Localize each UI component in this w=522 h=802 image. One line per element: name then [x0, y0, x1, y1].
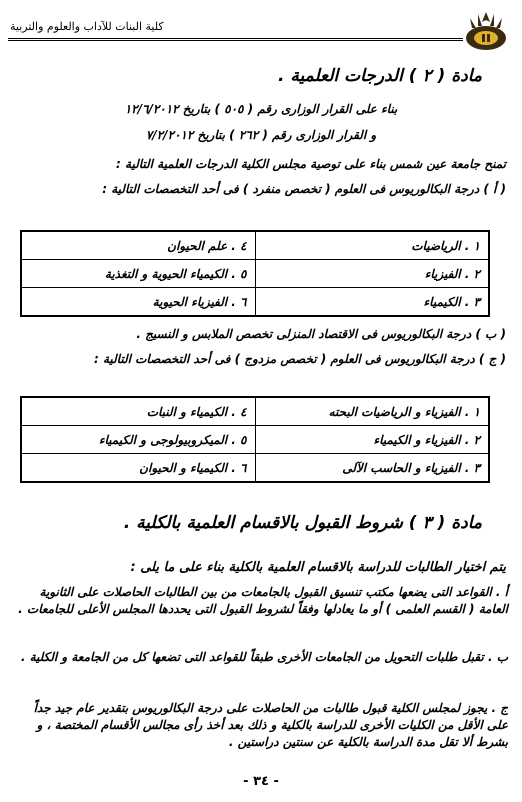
table-cell: ٥ . الكيمياء الحيوية و التغذية: [21, 260, 255, 288]
article-3-title: مادة ( ٣ ) شروط القبول بالاقسام العلمية بالكلية .: [123, 513, 482, 533]
table-cell: ٢ . الفيزياء: [255, 260, 489, 288]
double-major-table: [20, 396, 490, 483]
item-c: ( ج ) درجة البكالوريوس فى العلوم ( تخصص مزدوج ) فى أحد التخصصات التالية :: [93, 352, 506, 366]
paragraph-a: أ . القواعد التى يضعها مكتب تنسيق القبول بالجامعات من بين الطالبات الحاصلات على الثانوية العامة ( القسم العلمى ) أو ما يعادلها وفقاً لشروط القبول التى يحددها المجلس الأعلى للجامعات .: [18, 585, 508, 616]
header-rule: [8, 38, 463, 41]
table-cell: ٦ . الكيمياء و الحيوان: [21, 454, 255, 483]
grant-statement: تمنح جامعة عين شمس بناء على توصية مجلس الكلية الدرجات العلمية التالية :: [116, 157, 506, 171]
table-row: [21, 231, 489, 260]
college-name: كلية البنات للآداب والعلوم والتربية: [10, 20, 164, 33]
decree-line-1: بناء على القرار الوزارى رقم ( ٥٠٥ ) بتاريخ ١٢/٦/٢٠١٢: [124, 102, 398, 116]
table-row: [21, 288, 489, 317]
single-major-table: [20, 230, 490, 317]
table-cell: ٦ . الفيزياء الحيوية: [21, 288, 255, 317]
paragraph-c: ج . يجوز لمجلس الكلية قبول طالبات من الحاصلات على درجة البكالوريوس بتقدير عام جيد جداً على الأقل من الكليات الأخرى للدراسة بالكلية و ذلك بعد أخذ رأى مجالس الأقسام المختصة ، و بشرط ألا تقل مدة الدراسة بالكلية عن سنتين دراستين .: [33, 701, 508, 749]
item-b: ( ب ) درجة البكالوريوس فى الاقتصاد المنزلى تخصص الملابس و النسيج .: [136, 327, 506, 341]
table-cell: ٥ . الميكروبيولوجى و الكيمياء: [21, 426, 255, 454]
table-cell: ٣ . الكيمياء: [255, 288, 489, 317]
table-cell: ١ . الفيزياء و الرياضيات البحته: [255, 397, 489, 426]
table-row: [21, 454, 489, 483]
table-row: [21, 426, 489, 454]
table-row: [21, 397, 489, 426]
item-a: ( أ ) درجة البكالوريوس فى العلوم ( تخصص منفرد ) فى أحد التخصصات التالية :: [102, 182, 506, 196]
article-3-intro: يتم اختيار الطالبات للدراسة بالاقسام العلمية بالكلية بناء على ما يلى :: [130, 560, 506, 575]
table-row: [21, 260, 489, 288]
table-cell: ٤ . الكيمياء و النبات: [21, 397, 255, 426]
table-cell: ١ . الرياضيات: [255, 231, 489, 260]
page-number: - ٣٤ -: [243, 774, 279, 789]
decree-line-2: و القرار الوزارى رقم ( ٢٦٢ ) بتاريخ ٧/٢/٢٠١٢: [145, 128, 377, 142]
table-cell: ٣ . الفيزياء و الحاسب الآلى: [255, 454, 489, 483]
table-cell: ٤ . علم الحيوان: [21, 231, 255, 260]
article-2-title: مادة ( ٢ ) الدرجات العلمية .: [278, 66, 482, 86]
paragraph-b: ب . تقبل طلبات التحويل من الجامعات الأخرى طبقاً للقواعد التى تضعها كل من الجامعة و الكلية .: [20, 650, 508, 664]
table-cell: ٢ . الفيزياء و الكيمياء: [255, 426, 489, 454]
university-logo-icon: [460, 8, 512, 52]
